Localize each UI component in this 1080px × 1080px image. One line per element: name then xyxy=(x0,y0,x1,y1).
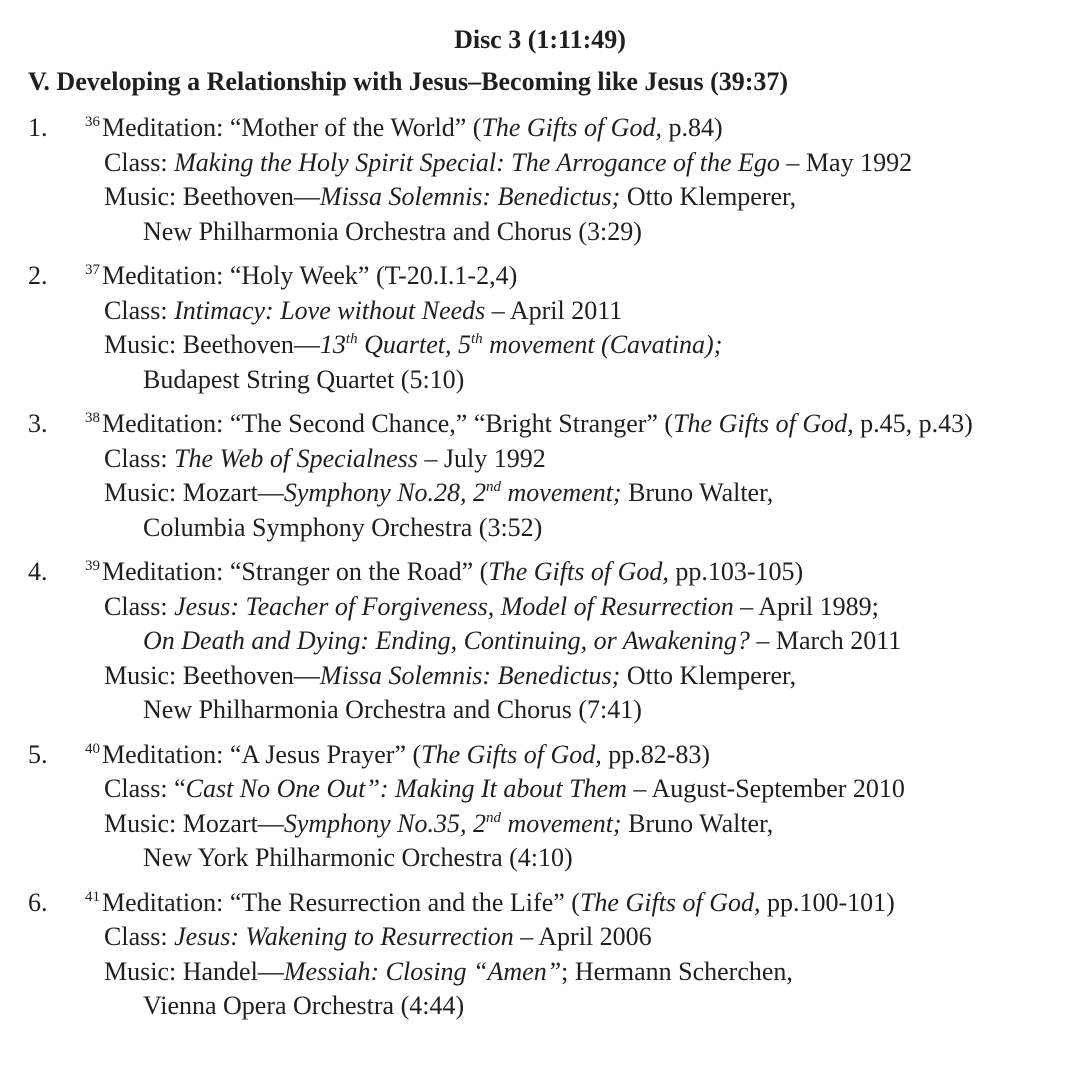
meditation-pages: pp.100-101) xyxy=(760,887,895,917)
meditation-line xyxy=(0,886,1080,921)
footnote-ref: 41 xyxy=(85,888,100,905)
music-work-part: Symphony No.35, 2 xyxy=(283,808,487,838)
meditation-text: Meditation: “The Second Chance,” “Bright Stranger” ( xyxy=(102,409,674,438)
meditation-pages: p.45, p.43) xyxy=(853,409,973,438)
class-date: – April 2011 xyxy=(485,295,623,325)
meditation-text: Meditation: “Stranger on the Road” ( xyxy=(102,557,489,586)
meditation-line xyxy=(0,555,1080,590)
class-continuation xyxy=(0,624,1080,659)
music-work-part: 13 xyxy=(319,330,346,359)
entry-number: 3. xyxy=(28,409,48,438)
class-title: Intimacy: Love without Needs xyxy=(174,295,486,325)
meditation-source: The Gifts of God, xyxy=(488,557,669,586)
class-label: Class: “ xyxy=(104,774,186,803)
music-work: Messiah: Closing “Amen” xyxy=(283,956,562,986)
entry-number: 2. xyxy=(28,261,48,290)
meditation-line xyxy=(0,259,1080,294)
class-line xyxy=(0,920,1080,955)
class-title: On Death and Dying: Ending, Continuing, or Awakening? xyxy=(143,626,750,655)
music-composer: Music: Mozart— xyxy=(104,478,284,507)
meditation-source: The Gifts of God, xyxy=(481,113,662,142)
entry-number: 5. xyxy=(28,739,48,769)
track-entry xyxy=(0,259,1080,397)
track-entry xyxy=(0,111,1080,249)
music-work-part: movement; xyxy=(501,808,622,838)
entry-number: 1. xyxy=(28,113,48,142)
music-line xyxy=(0,659,1080,694)
meditation-text: Meditation: “The Resurrection and the Life” ( xyxy=(102,887,580,917)
class-title: Jesus: Teacher of Forgiveness, Model of Resurrection xyxy=(174,591,734,621)
ordinal-suffix: th xyxy=(345,331,358,347)
music-work: Missa Solemnis: Benedictus; xyxy=(319,660,621,690)
class-date: – March 2011 xyxy=(749,626,902,655)
class-label: Class: xyxy=(104,443,175,473)
music-composer: Music: Beethoven— xyxy=(104,330,320,359)
music-composer: Music: Mozart— xyxy=(104,808,284,838)
track-entry xyxy=(0,407,1080,545)
class-label: Class: xyxy=(104,591,175,621)
music-work-part: Symphony No.28, 2 xyxy=(283,478,487,507)
class-line xyxy=(0,590,1080,625)
music-performer: Otto Klemperer, xyxy=(620,660,797,690)
meditation-pages: pp.82-83) xyxy=(601,739,711,769)
entry-number: 4. xyxy=(28,557,48,586)
meditation-source: The Gifts of God, xyxy=(421,739,602,769)
entry-number: 6. xyxy=(28,887,48,917)
disc-title: Disc 3 (1:11:49) xyxy=(454,25,626,54)
meditation-line xyxy=(0,111,1080,146)
music-work xyxy=(284,478,622,507)
music-work xyxy=(320,330,722,359)
meditation-pages: pp.103-105) xyxy=(668,557,804,586)
meditation-line xyxy=(0,407,1080,442)
track-entries xyxy=(0,111,1080,1034)
class-line xyxy=(0,772,1080,807)
class-title: Making the Holy Spirit Special: The Arrogance of the Ego xyxy=(174,147,780,177)
ordinal-suffix: nd xyxy=(486,479,502,495)
footnote-ref: 40 xyxy=(85,740,100,757)
meditation-text: Meditation: “A Jesus Prayer” ( xyxy=(102,739,422,769)
music-line xyxy=(0,807,1080,842)
music-continuation: Vienna Opera Orchestra (4:44) xyxy=(143,991,465,1020)
music-composer: Music: Beethoven— xyxy=(104,182,320,211)
meditation-source: The Gifts of God, xyxy=(673,409,854,438)
class-title: The Web of Specialness xyxy=(174,443,418,473)
footnote-ref: 36 xyxy=(85,114,100,130)
footnote-ref: 38 xyxy=(85,410,100,426)
music-work xyxy=(284,809,622,838)
music-continuation: Budapest String Quartet (5:10) xyxy=(143,364,465,394)
music-work-part: movement (Cavatina); xyxy=(482,330,723,359)
track-entry xyxy=(0,886,1080,1024)
class-date: – August-September 2010 xyxy=(626,774,905,803)
meditation-line xyxy=(0,738,1080,773)
music-performer: Otto Klemperer, xyxy=(620,182,797,211)
meditation-text: Meditation: “Holy Week” (T-20.I.1-2,4) xyxy=(102,261,518,290)
music-work: Missa Solemnis: Benedictus; xyxy=(319,182,621,211)
music-line xyxy=(0,328,1080,363)
music-work-part: Quartet, 5 xyxy=(357,330,471,359)
music-line xyxy=(0,180,1080,215)
class-date: – July 1992 xyxy=(417,443,546,473)
class-line xyxy=(0,146,1080,181)
music-continuation: New York Philharmonic Orchestra (4:10) xyxy=(143,843,573,872)
class-label: Class: xyxy=(104,147,175,177)
music-performer: Bruno Walter, xyxy=(621,478,774,507)
music-composer: Music: Handel— xyxy=(104,956,284,986)
music-performer: Bruno Walter, xyxy=(621,808,774,838)
track-entry xyxy=(0,555,1080,728)
class-date: – April 2006 xyxy=(513,922,652,951)
music-work-part: movement; xyxy=(501,478,622,507)
class-line xyxy=(0,294,1080,329)
ordinal-suffix: th xyxy=(470,331,483,347)
class-label: Class: xyxy=(104,922,175,951)
class-line xyxy=(0,442,1080,477)
footnote-ref: 37 xyxy=(85,262,100,278)
meditation-source: The Gifts of God, xyxy=(579,887,761,917)
music-continuation: New Philharmonia Orchestra and Chorus (3:29) xyxy=(143,216,642,246)
class-title: Jesus: Wakening to Resurrection xyxy=(174,922,514,951)
ordinal-suffix: nd xyxy=(486,809,502,826)
meditation-pages: p.84) xyxy=(661,113,723,142)
section-title: V. Developing a Relationship with Jesus–Becoming like Jesus (39:37) xyxy=(28,67,789,96)
class-date: – April 1989; xyxy=(733,591,879,621)
meditation-text: Meditation: “Mother of the World” ( xyxy=(102,113,482,142)
class-date: – May 1992 xyxy=(779,147,913,177)
music-continuation: New Philharmonia Orchestra and Chorus (7:41) xyxy=(143,695,642,724)
music-line xyxy=(0,476,1080,511)
music-line xyxy=(0,955,1080,990)
music-composer: Music: Beethoven— xyxy=(104,660,320,690)
footnote-ref: 39 xyxy=(85,558,100,574)
class-label: Class: xyxy=(104,295,175,325)
music-performer: ; Hermann Scherchen, xyxy=(561,956,793,986)
class-title: Cast No One Out”: Making It about Them xyxy=(185,774,627,803)
track-entry xyxy=(0,738,1080,876)
music-continuation: Columbia Symphony Orchestra (3:52) xyxy=(143,512,543,542)
